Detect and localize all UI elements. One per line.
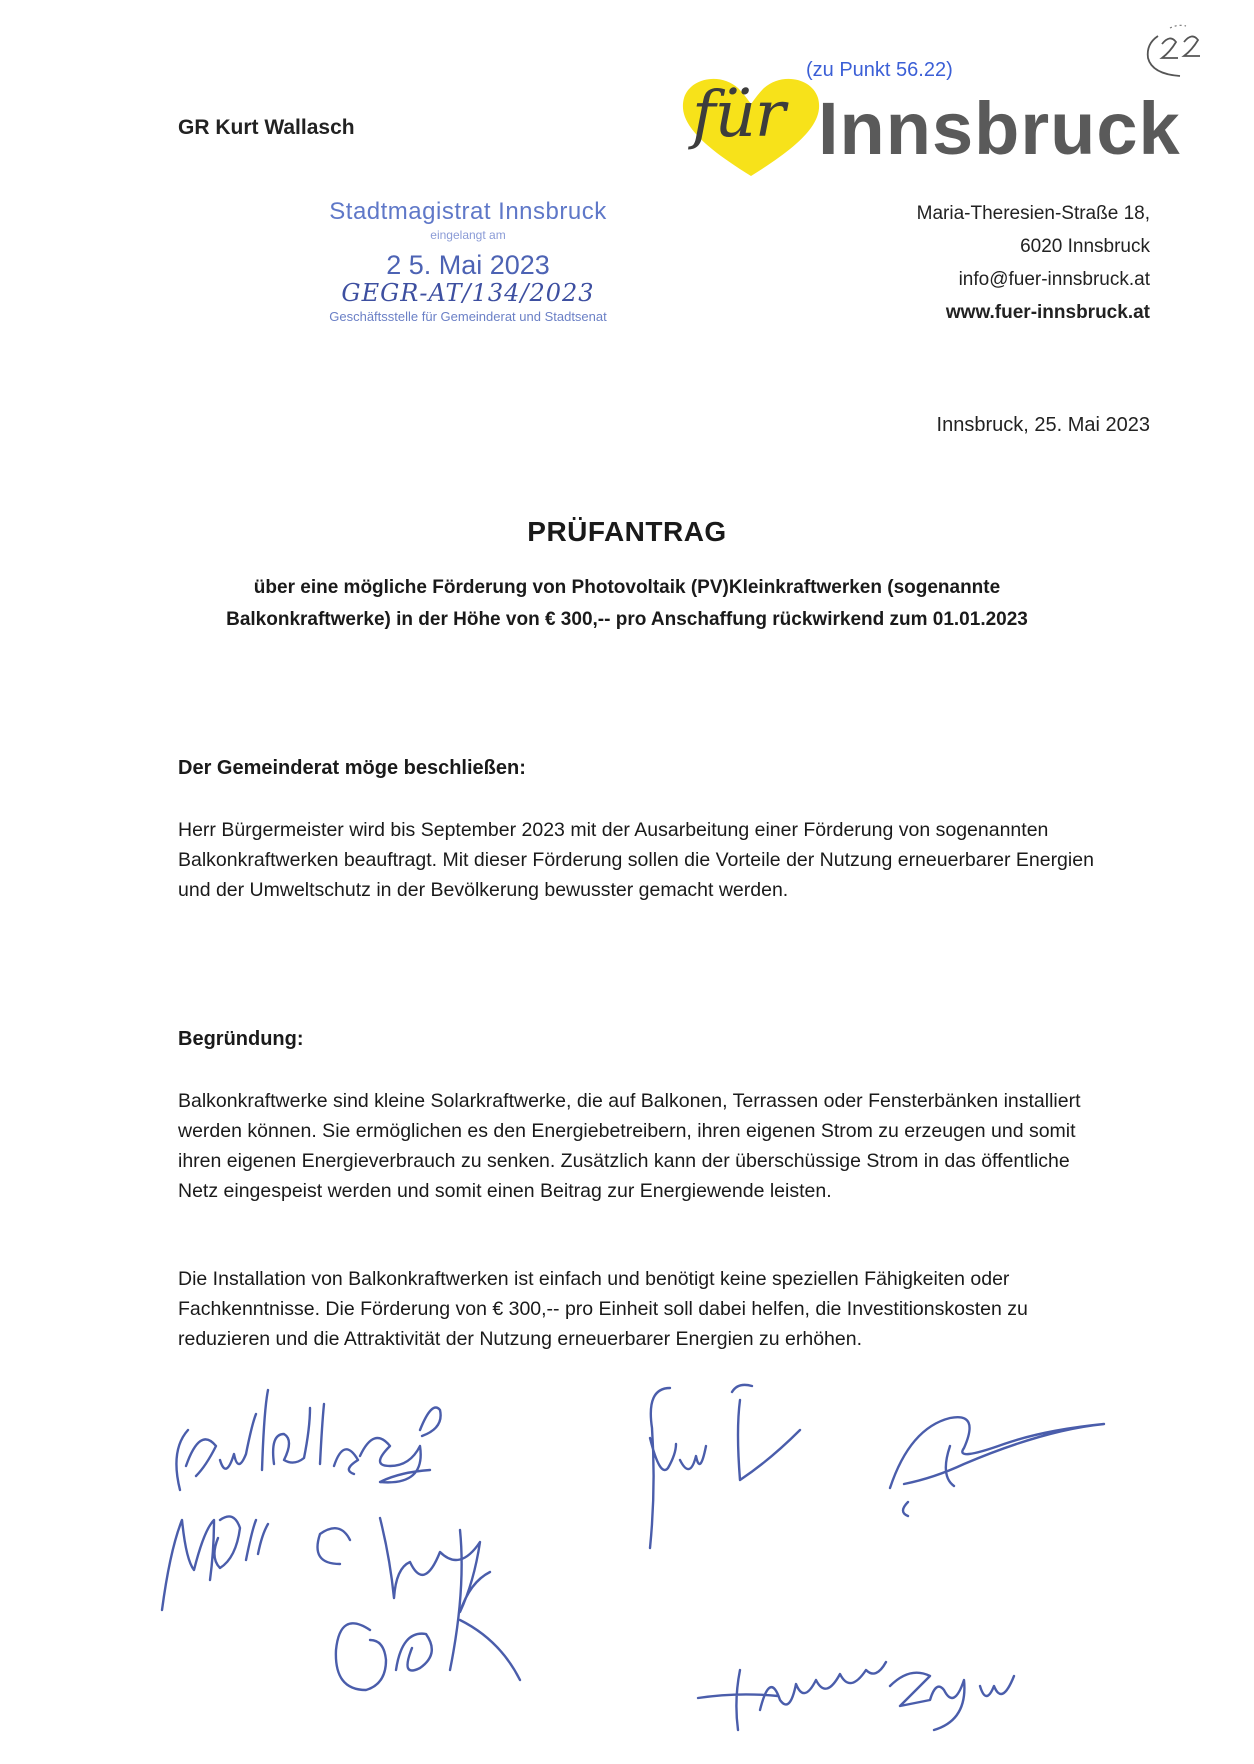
signature-1 bbox=[176, 1390, 440, 1490]
place-and-date: Innsbruck, 25. Mai 2023 bbox=[936, 414, 1150, 436]
address-street: Maria-Theresien-Straße 18, bbox=[916, 203, 1150, 224]
reasoning-paragraph-1: Balkonkraftwerke sind kleine Solarkraftwerke, die auf Balkonen, Terrassen oder Fensterbänken installiert werden können. Sie ermöglichen es den Energiebetreibern, ihren eigenen Strom zu erzeugen und somit ihren eigenen Energieverbrauch zu senken. Zusätzlich kann der überschüssige Strom in das öffentliche Netz eingespeist werden und somit einen Beitrag zur Energiewende leisten. bbox=[178, 1090, 1081, 1202]
signature-3 bbox=[890, 1417, 1104, 1516]
subtitle-line-1: über eine mögliche Förderung von Photovoltaik (PV)Kleinkraftwerken (sogenannte bbox=[253, 577, 1001, 598]
address-email: info@fuer-innsbruck.at bbox=[958, 269, 1150, 290]
stamp-date: 2 5. Mai 2023 bbox=[386, 250, 550, 280]
logo-word-fuer: für bbox=[692, 78, 785, 152]
document-title: PRÜFANTRAG bbox=[527, 516, 727, 547]
stamp-reference-number: GEGR-AT/134/2023 bbox=[341, 279, 595, 307]
fuer-innsbruck-logo bbox=[676, 72, 1181, 182]
reasoning-heading: Begründung: bbox=[178, 1028, 304, 1050]
signature-6 bbox=[336, 1530, 520, 1690]
logo-word-innsbruck: Innsbruck bbox=[818, 87, 1181, 170]
sender-address bbox=[917, 197, 1150, 329]
signature-2 bbox=[650, 1385, 800, 1548]
stamp-department: Geschäftsstelle für Gemeinderat und Stadtsenat bbox=[329, 309, 607, 324]
signature-name-2 bbox=[150, 1370, 157, 1371]
signature-7 bbox=[698, 1662, 1014, 1730]
stamp-received-label: eingelangt am bbox=[430, 228, 506, 242]
resolution-heading: Der Gemeinderat möge beschließen: bbox=[178, 757, 526, 779]
document-subtitle bbox=[150, 572, 1104, 636]
receipt-stamp bbox=[318, 198, 618, 324]
signatures-drawing bbox=[150, 1370, 1180, 1740]
reasoning-paragraph-2: Die Installation von Balkonkraftwerken ist einfach und benötigt keine speziellen Fähigkeiten oder Fachkenntnisse. Die Förderung von € 300,-- pro Einheit soll dabei helfen, die Investitionskosten zu reduzieren und die Attraktivität der Nutzung erneuerbarer Energien zu erhöhen. bbox=[178, 1268, 1028, 1350]
agenda-reference: (zu Punkt 56.22) bbox=[806, 59, 953, 81]
stamp-office: Stadtmagistrat Innsbruck bbox=[329, 198, 607, 225]
address-city: 6020 Innsbruck bbox=[1020, 236, 1150, 257]
subtitle-line-2: Balkonkraftwerke) in der Höhe von € 300,-- pro Anschaffung rückwirkend zum 01.01.2023 bbox=[226, 609, 1028, 630]
resolution-text: Herr Bürgermeister wird bis September 2023 mit der Ausarbeitung einer Förderung von sogenannten Balkonkraftwerken beauftragt. Mit dieser Förderung sollen die Vorteile der Nutzung erneuerbarer Energien und der Umweltschutz in der Bevölkerung bewusster gemacht werden. bbox=[178, 819, 1094, 901]
signature-5 bbox=[162, 1516, 268, 1610]
address-website: www.fuer-innsbruck.at bbox=[945, 302, 1150, 323]
signature-4 bbox=[318, 1518, 491, 1612]
author-name: GR Kurt Wallasch bbox=[178, 116, 355, 139]
signatures-area bbox=[150, 1370, 1180, 1740]
